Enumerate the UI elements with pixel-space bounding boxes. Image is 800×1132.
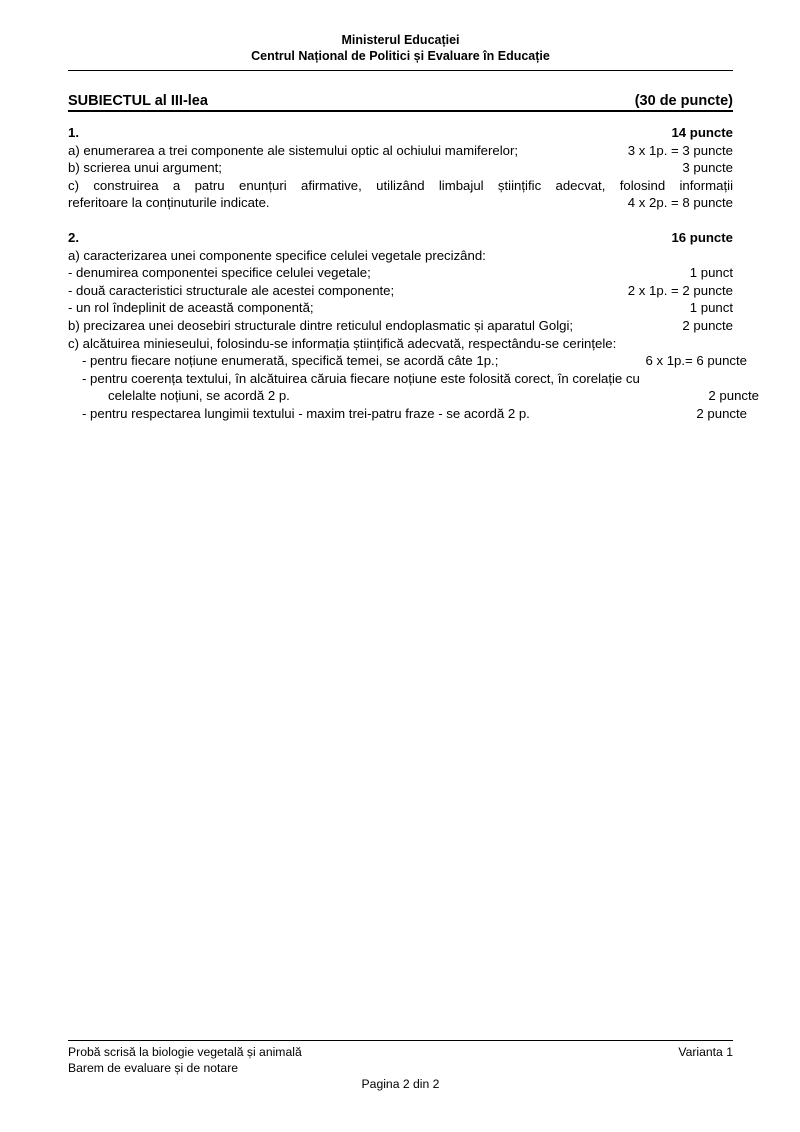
- barem-item-2: [68, 229, 759, 423]
- item-2-line-c-text: c) alcătuirea minieseului, folosindu-se informația științifică adecvată, respectându-se cerințele:: [68, 335, 617, 351]
- barem-content: [68, 124, 759, 423]
- item-1-line-c-points: 4 x 2p. = 8 puncte: [627, 195, 733, 211]
- item-2-subline-1-points: 1 punct: [689, 265, 733, 281]
- item-2-subline-3: [68, 299, 733, 317]
- item-2-criterion-1-points: 6 x 1p.= 6 puncte: [645, 353, 747, 369]
- item-2-line-c: [68, 335, 733, 353]
- item-2-criterion-3-points: 2 puncte: [696, 405, 747, 421]
- item-2-criterion-1-text: - pentru fiecare noțiune enumerată, specifică temei, se acordă câte 1p.;: [82, 353, 499, 369]
- item-2-subline-2-text: - două caracteristici structurale ale acestei componente;: [68, 282, 395, 298]
- subject-title: SUBIECTUL al III-lea: [68, 93, 208, 109]
- footer-variant: Varianta 1: [678, 1045, 733, 1059]
- item-1-header-row: [68, 124, 733, 142]
- item-2-number: 2.: [68, 229, 79, 245]
- item-1-line-b-points: 3 puncte: [682, 160, 733, 176]
- header-divider: [68, 70, 733, 71]
- item-1-line-c: [68, 177, 733, 212]
- item-1-line-b-text: b) scrierea unui argument;: [68, 160, 222, 176]
- item-2-subline-1: [68, 264, 733, 282]
- item-2-subline-2: [68, 282, 733, 300]
- item-2-line-b: [68, 317, 733, 335]
- item-1-line-b: [68, 159, 733, 177]
- item-2-subline-1-text: - denumirea componentei specifice celulei vegetale;: [68, 265, 371, 281]
- footer-exam-title: Probă scrisă la biologie vegetală și animală: [68, 1045, 302, 1059]
- footer-divider: [68, 1040, 733, 1041]
- header-ministry: Ministerul Educației: [341, 33, 460, 47]
- item-1-line-a-points: 3 x 1p. = 3 puncte: [627, 142, 733, 158]
- footer-row-2: [68, 1060, 733, 1076]
- item-2-subline-2-points: 2 x 1p. = 2 puncte: [627, 282, 733, 298]
- item-1-line-c-last: [68, 194, 733, 212]
- item-1-points: 14 puncte: [671, 125, 733, 140]
- item-1-line-c-text-second: referitoare la conținuturile indicate.: [68, 195, 270, 211]
- item-2-criterion-3-text: - pentru respectarea lungimii textului - maxim trei-patru fraze - se acordă 2 p.: [82, 405, 530, 421]
- header-center: Centrul Național de Politici și Evaluare în Educație: [251, 48, 550, 63]
- item-2-header-row: [68, 229, 733, 247]
- subject-total-points: (30 de puncte): [634, 93, 733, 109]
- item-2-points: 16 puncte: [671, 229, 733, 245]
- item-2-criterion-2: [68, 370, 759, 405]
- item-2-line-a: [68, 247, 733, 265]
- barem-item-1: [68, 124, 733, 212]
- item-2-criterion-2-text-second: celelalte noțiuni, se acordă 2 p.: [108, 388, 290, 404]
- subject-title-bar: [68, 93, 733, 112]
- item-spacer: [68, 212, 733, 229]
- document-header: [68, 33, 733, 64]
- item-1-number: 1.: [68, 125, 79, 140]
- item-2-line-b-points: 2 puncte: [682, 317, 733, 333]
- item-2-line-b-text: b) precizarea unei deosebiri structurale dintre reticulul endoplasmatic și aparatul Golgi;: [68, 317, 574, 333]
- item-2-subline-3-points: 1 punct: [689, 300, 733, 316]
- item-1-line-c-text-first: c) construirea a patru enunțuri afirmative, utilizând limbajul științific adecvat, folosind informații: [68, 177, 733, 193]
- item-2-criterion-2-last: [82, 387, 759, 405]
- footer-row-1: [68, 1044, 733, 1060]
- footer-page-number: Pagina 2 din 2: [361, 1077, 440, 1091]
- item-2-criterion-2-text-first: - pentru coerența textului, în alcătuirea căruia fiecare noțiune este folosită corect, în corelație cu: [82, 370, 640, 386]
- item-1-line-a-text: a) enumerarea a trei componente ale sistemului optic al ochiului mamiferelor;: [68, 142, 519, 158]
- item-2-line-a-text: a) caracterizarea unei componente specifice celulei vegetale precizând:: [68, 247, 486, 263]
- item-2-criterion-2-points: 2 puncte: [708, 388, 759, 404]
- footer-subtitle: Barem de evaluare și de notare: [68, 1061, 239, 1075]
- item-2-subline-3-text: - un rol îndeplinit de această componentă;: [68, 300, 314, 316]
- item-2-criterion-1: [68, 352, 747, 370]
- item-2-criterion-3: [68, 405, 747, 423]
- document-footer: [68, 1044, 733, 1076]
- item-1-line-a: [68, 142, 733, 160]
